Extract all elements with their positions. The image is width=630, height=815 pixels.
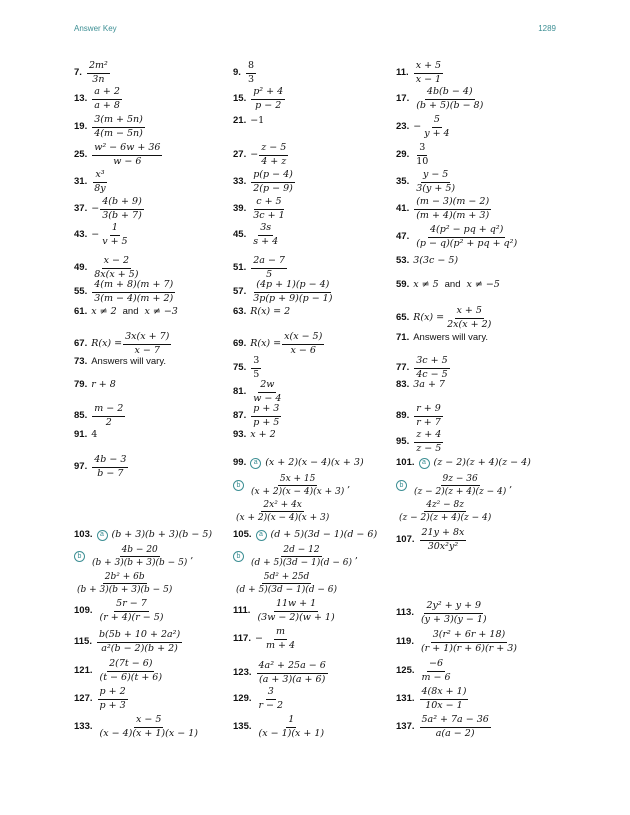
answer-37: 37. − $\frac{4(b + 9)}{3(b + 7)}$ [74,196,142,221]
answer-85: 85. $\frac{m - 2}{2}$ [74,403,124,428]
answer-7: 7. $\frac{\text{2m²}}{3n}$ [74,60,108,85]
answer-105a: 105. a (d + 5)(3d − 1)(d − 6) [233,529,378,541]
answer-39: 39. $\frac{c + 5}{3c + 1}$ [233,196,285,221]
answer-9: 9. $\frac{8}{3}$ [233,60,254,85]
page-number: 1289 [538,24,556,33]
answer-127: 127. $\frac{p + 2}{p + 3}$ [74,686,126,711]
answer-133: 133. $\frac{x - 5}{(x - 4)(x + 1)(x - 1)}$ [74,714,198,739]
answer-41: 41. $\frac{(m - 3)(m - 2)}{(m + 4)(m + 3)}$ [396,196,490,221]
answer-113: 113. $\frac{\text{2y² + y + 9}}{(y + 3)(y - 1)}$ [396,600,487,625]
answer-83: 83. 3a + 7 [396,379,445,390]
answer-125: 125. $\frac{-6}{m - 6}$ [396,658,451,683]
answer-107: 107. $\frac{21y + 8x}{\text{30x²y²}}$ [396,527,465,552]
answer-43: 43. − $\frac{1}{v + 5}$ [74,222,128,247]
answer-111: 111. $\frac{11w + 1}{(3w - 2)(w + 1)}$ [233,598,335,623]
answer-47: 47. $\frac{\text{4(p² − pq + q²)}}{\text{(p − q)(p² + pq + q²)}}$ [396,224,518,249]
answer-27: 27. − $\frac{z - 5}{4 + z}$ [233,142,287,167]
answer-91: 91. 4 [74,429,98,440]
answer-105b: b $\frac{2d - 12}{(d + 5)(3d - 1)(d - 6)}$ , [233,545,358,569]
answer-117: 117. − $\frac{m}{m + 4}$ [233,626,295,651]
answer-103a: 103. a (b + 3)(b + 3)(b − 5) [74,529,213,541]
answer-73: 73. Answers will vary. [74,356,166,367]
answer-103b: b $\frac{4b - 20}{(b + 3)(b + 3)(b - 5)}$ , [74,545,193,569]
answer-13: 13. $\frac{a + 2}{a + 8}$ [74,86,120,111]
answer-131: 131. $\frac{4(8x + 1)}{10x - 1}$ [396,686,467,711]
answer-119: 119. $\frac{\text{3(r² + 6r + 18)}}{(r + 1)(r + 6)(r + 3)}$ [396,629,517,654]
answer-87: 87. $\frac{p + 3}{p + 5}$ [233,403,280,428]
answer-69: 69. R(x) = $\frac{x(x - 5)}{x - 6}$ [233,331,323,356]
answer-25: 25. $\frac{\text{w² − 6w + 36}}{w - 6}$ [74,142,161,167]
answer-115: 115. $\frac{\text{b(5b + 10 + 2a²)}}{\text{a²(b − 2)(b + 2)}}$ [74,629,181,654]
answer-79: 79. r + 8 [74,379,116,390]
answer-45: 45. $\frac{3s}{s + 4}$ [233,222,279,247]
answer-67: 67. R(x) = $\frac{3x(x + 7)}{x - 7}$ [74,331,170,356]
answer-57: 57. $\frac{(4p + 1)(p - 4)}{3p(p + 9)(p - 1)}$ [233,279,333,304]
answer-29: 29. $\frac{3}{10}$ [396,142,429,167]
answer-99a: 99. a (x + 2)(x − 4)(x + 3) [233,457,364,469]
answer-59: 59. x ≠ 5 and x ≠ −5 [396,279,500,290]
answer-121: 121. $\frac{2(7t - 6)}{(t - 6)(t + 6)}$ [74,658,163,683]
answer-99b: b $\frac{5x + 15}{(x + 2)(x - 4)(x + 3)}$ , [233,474,350,498]
answer-137: 137. $\frac{\text{5a² + 7a − 36}}{a(a - 2)}$ [396,714,489,739]
answer-105c: $\frac{\text{5d² + 25d}}{(d + 5)(3d - 1)(d - 6)}$ [236,572,338,596]
answer-129: 129. $\frac{3}{r - 2}$ [233,686,284,711]
answer-75: 75. $\frac{3}{5}$ [233,355,260,380]
answer-15: 15. $\frac{\text{p² + 4}}{p - 2}$ [233,86,284,111]
answer-61: 61. x ≠ 2 and x ≠ −3 [74,306,178,317]
answer-93: 93. x + 2 [233,429,276,440]
answer-97: 97. $\frac{4b - 3}{b - 7}$ [74,454,127,479]
answer-55: 55. $\frac{4(m + 8)(m + 7)}{3(m - 4)(m + 2)}$ [74,279,174,304]
answer-53: 53. 3(3c − 5) [396,255,459,266]
answer-35: 35. $\frac{y - 5}{3(y + 5)}$ [396,169,456,194]
answer-81: 81. $\frac{2w}{w - 4}$ [233,379,282,404]
answer-51: 51. $\frac{2a - 7}{5}$ [233,255,285,280]
answer-63: 63. R(x) = 2 [233,306,291,317]
answer-49: 49. $\frac{x - 2}{8x(x + 5)}$ [74,255,139,280]
answer-103c: $\frac{\text{2b² + 6b}}{(b + 3)(b + 3)(b - 5)}$ [77,572,173,596]
answer-21: 21. −1 [233,115,265,126]
answer-101b: b $\frac{9z - 36}{(z - 2)(z + 4)(z - 4)}$ , [396,474,512,498]
answer-77: 77. $\frac{3c + 5}{4c - 5}$ [396,355,448,380]
answer-11: 11. $\frac{x + 5}{x - 1}$ [396,60,442,85]
answer-23: 23. − $\frac{5}{y + 4}$ [396,114,450,139]
answer-99c: $\frac{\text{2x² + 4x}}{(x + 2)(x - 4)(x + 3)}$ [236,500,330,524]
answer-89: 89. $\frac{r + 9}{r + 7}$ [396,403,441,428]
answer-17: 17. $\frac{4b(b - 4)}{(b + 5)(b - 8)}$ [396,86,484,111]
answer-31: 31. $\frac{\text{x³}}{8y}$ [74,169,106,194]
answer-101c: $\frac{\text{4z² − 8z}}{(z - 2)(z + 4)(z - 4)}$ [399,500,492,524]
answer-65: 65. R(x) = $\frac{x + 5}{2x(x + 2)}$ [396,305,492,330]
answer-123: 123. $\frac{\text{4a² + 25a − 6}}{(a + 3)(a + 6)}$ [233,660,326,685]
answer-109: 109. $\frac{5r - 7}{(r + 4)(r - 5)}$ [74,598,164,623]
answer-101a: 101. a (z − 2)(z + 4)(z − 4) [396,457,531,469]
answer-71: 71. Answers will vary. [396,332,488,343]
answer-135: 135. $\frac{1}{(x - 1)(x + 1)}$ [233,714,325,739]
running-header-title: Answer Key [74,24,117,33]
answer-95: 95. $\frac{z + 4}{z - 5}$ [396,429,442,454]
answer-19: 19. $\frac{3(m + 5n)}{4(m - 5n)}$ [74,114,143,139]
answer-33: 33. $\frac{p(p - 4)}{2(p - 9)}$ [233,169,293,194]
